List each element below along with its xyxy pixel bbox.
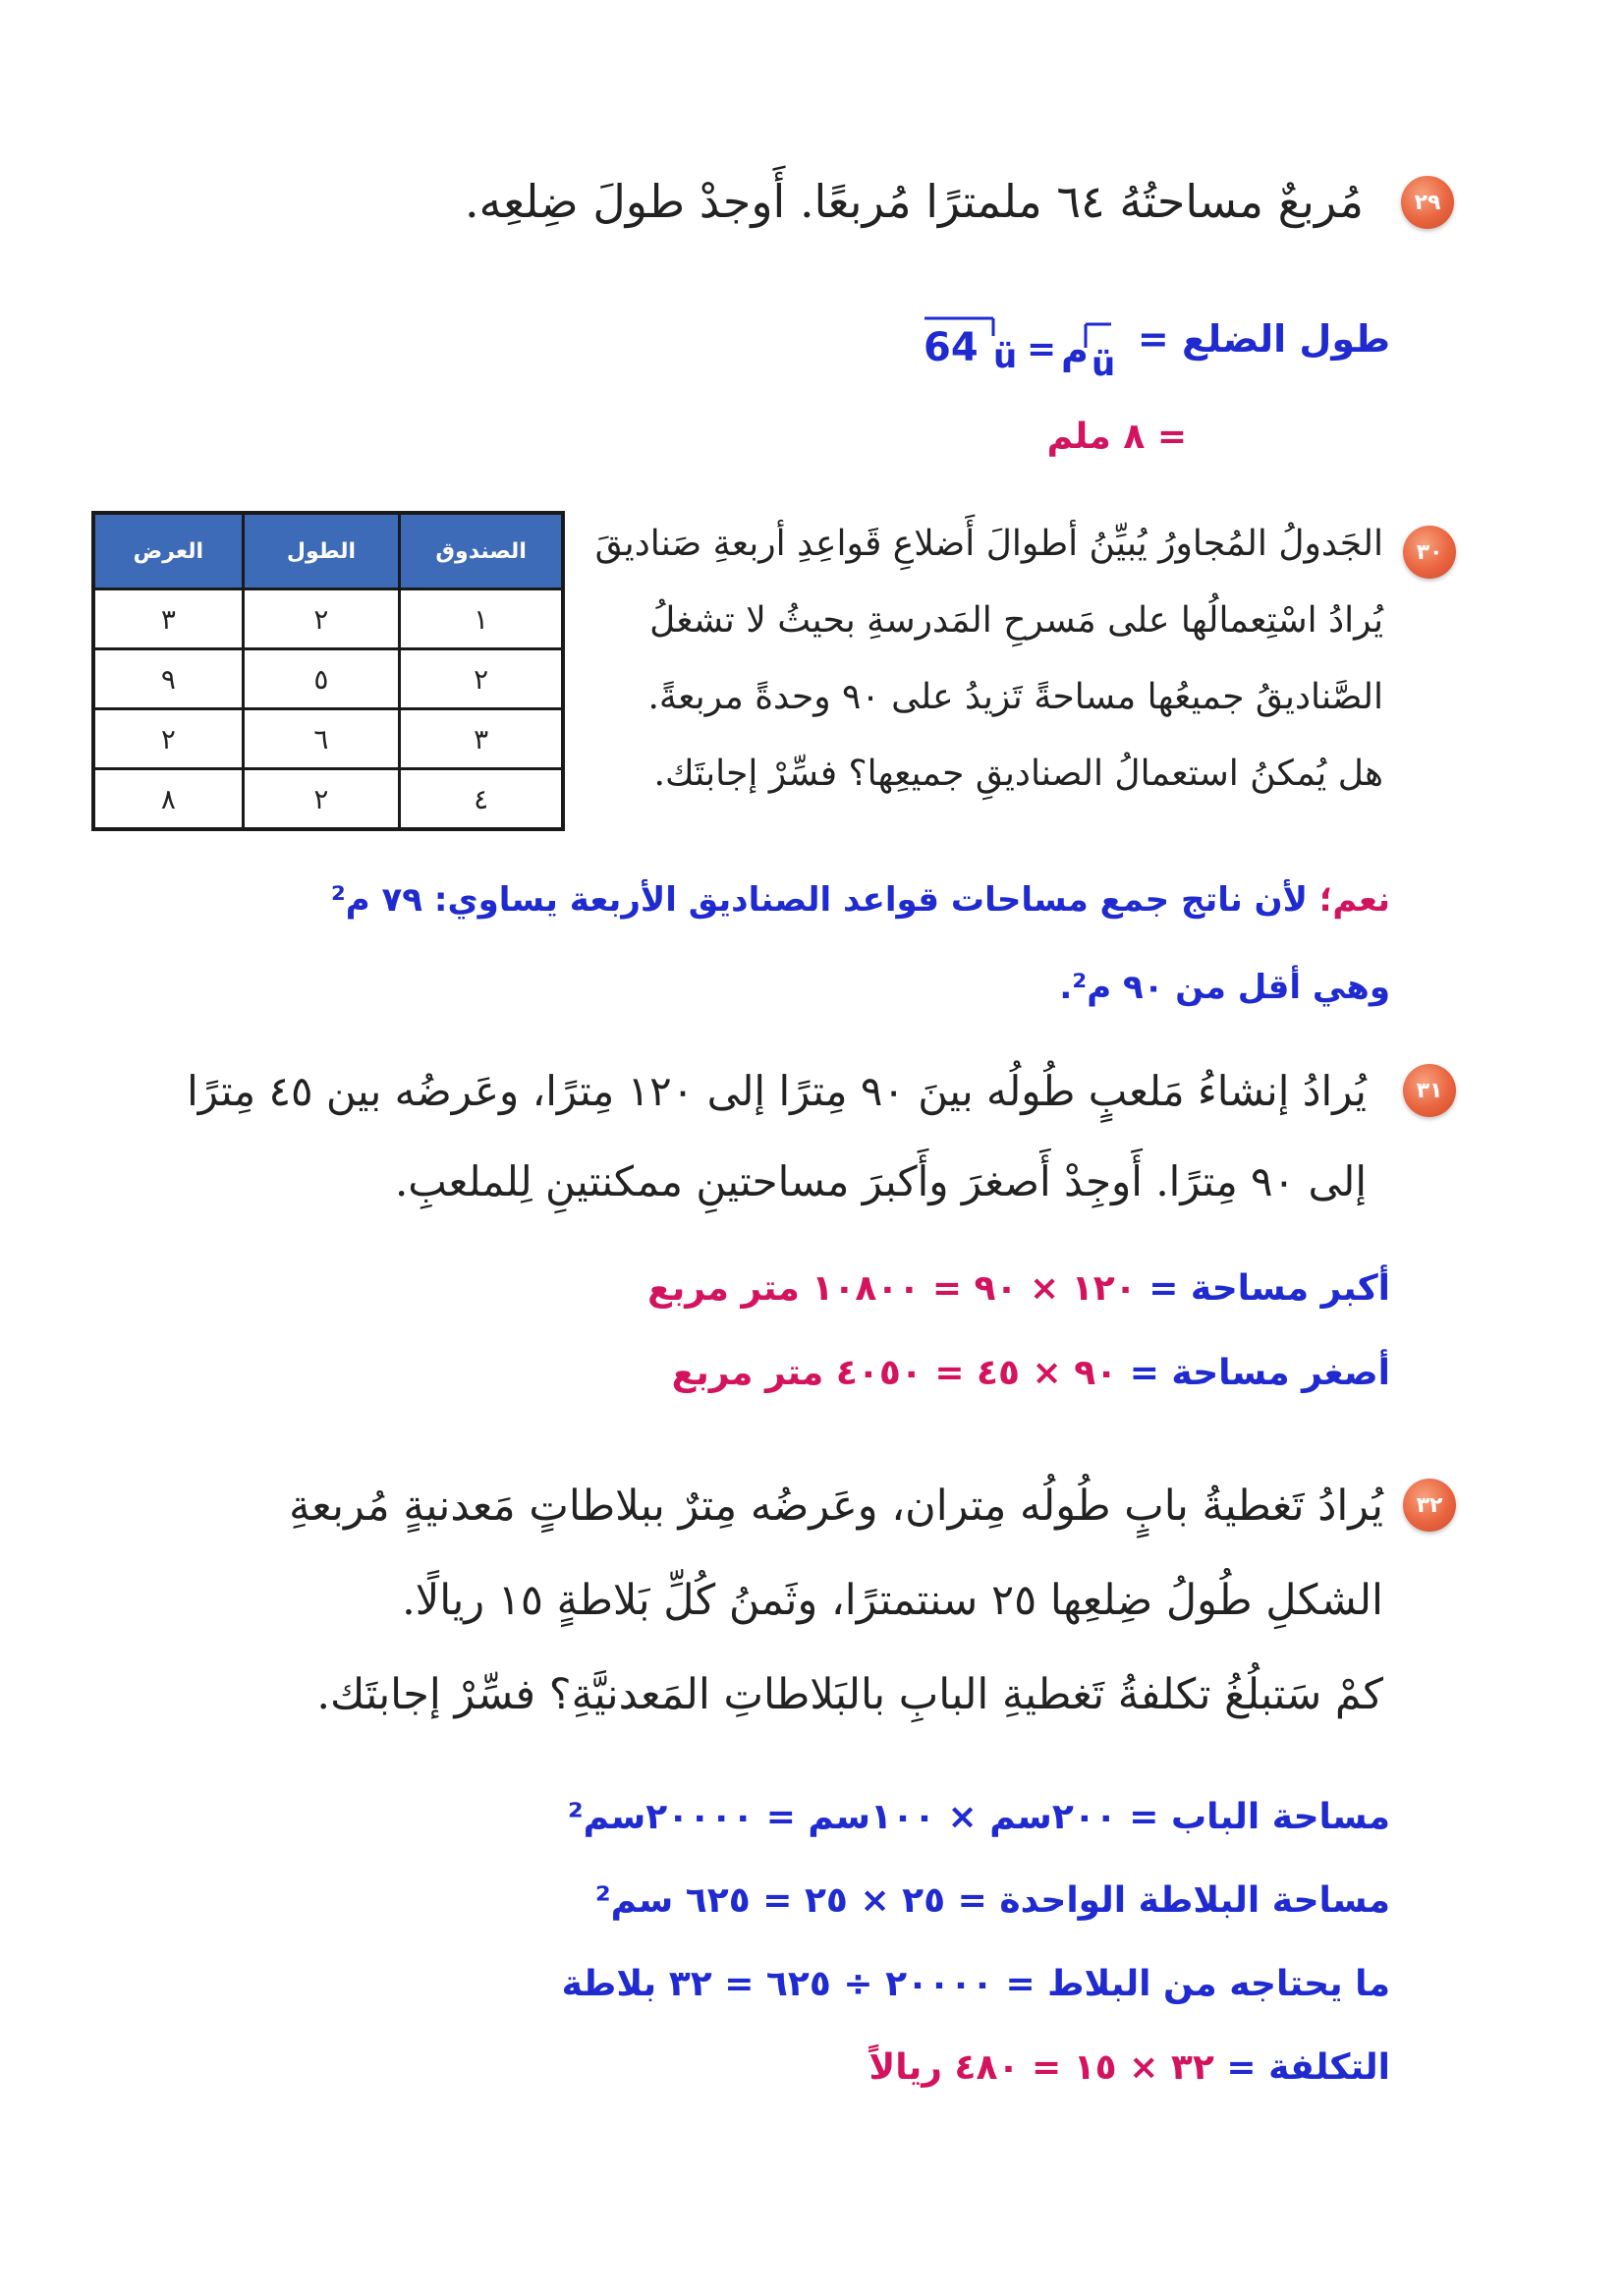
min-area-calc: ٩٠ × ٤٥ = ٤٠٥٠ متر مربع [671, 1353, 1118, 1393]
table-cell: ٢ [400, 649, 563, 709]
table-header-row [93, 513, 563, 589]
header-box: الصندوق [400, 513, 563, 589]
question-line: الصَّناديقُ جميعُها مساحةً تَزيدُ على ٩٠ وحدةً مربعةً. [647, 677, 1383, 717]
table-row [93, 649, 563, 709]
radical-sign-2: ü [1092, 345, 1116, 384]
q32-tile-area: مساحة البلاطة الواحدة = ٢٥ × ٢٥ = ٦٢٥ سم² [594, 1880, 1390, 1921]
question-line: كمْ سَتبلُغُ تكلفةُ تَغطيةِ البابِ بالبَلاطاتِ المَعدنيَّةِ؟ فسِّرْ إجابتَك. [316, 1670, 1383, 1719]
answer-reason: لأن ناتج جمع مساحات قواعد الصناديق الأربعة يساوي: ٧٩ م² [330, 880, 1308, 920]
table-cell: ٢ [93, 709, 243, 769]
equals-sign: = [1027, 329, 1057, 369]
q32-cost [868, 2039, 1390, 2098]
question-line: مُربعٌ مساحتُهُ ٦٤ ملمترًا مُربعًا. أَوجدْ طولَ ضِلعِه. [464, 175, 1364, 228]
question-line: يُرادُ إنشاءُ مَلعبٍ طُولُه بينَ ٩٠ مِترًا إلى ١٢٠ مِترًا، وعَرضُه بين ٤٥ مِترًا [187, 1067, 1367, 1115]
table-cell: ٢ [243, 769, 400, 830]
question-number: ٣٢ [1416, 1492, 1443, 1518]
q30-answer-line-1 [331, 870, 1390, 929]
table-row [93, 589, 563, 649]
radicand-64: 64 [924, 325, 979, 370]
radicand-m: م [1061, 329, 1089, 372]
header-length: الطول [243, 513, 400, 589]
table-cell: ٨ [93, 769, 243, 830]
question-line: الجَدولُ المُجاورُ يُبيِّنُ أطوالَ أَضلاعِ قَواعِدِ أربعةِ صَناديقَ [594, 524, 1383, 564]
question-line: هل يُمكنُ استعمالُ الصناديقِ جميعِها؟ فسِّرْ إجابتَك. [653, 754, 1383, 794]
question-line: يُرادُ تَغطيةُ بابٍ طُولُه مِتران، وعَرضُه مِترٌ ببلاطاتٍ مَعدنيةٍ مُربعةِ [289, 1482, 1383, 1531]
table-cell: ٥ [243, 649, 400, 709]
question-number: ٣١ [1416, 1078, 1443, 1103]
q32-tiles-needed: ما يحتاجه من البلاط = ٢٠٠٠٠ ÷ ٦٢٥ = ٣٢ بلاطة [561, 1964, 1390, 2004]
table-cell: ٣ [400, 709, 563, 769]
cost-calc: ٣٢ × ١٥ = ٤٨٠ ريالاً [868, 2047, 1214, 2088]
question-29-badge [1401, 176, 1454, 229]
table-row [93, 769, 563, 830]
q29-answer-result: = ٨ ملم [1046, 417, 1187, 457]
question-line: الشكلِ طُولُ ضِلعِها ٢٥ سنتمترًا، وثَمنُ كُلِّ بَلاطةٍ ١٥ ريالًا. [402, 1576, 1383, 1625]
q30-answer-line-2: وهي أقل من ٩٠ م². [1059, 968, 1390, 1007]
table-cell: ٩ [93, 649, 243, 709]
question-number: ٢٩ [1414, 190, 1441, 215]
answer-yes: نعم؛ [1318, 880, 1390, 920]
q31-min-area [672, 1344, 1390, 1403]
question-32-badge [1403, 1479, 1456, 1532]
question-line: إلى ٩٠ مِترًا. أَوجِدْ أَصغرَ وأَكبرَ مساحتينِ ممكنتينِ لِلملعبِ. [394, 1157, 1367, 1205]
max-area-calc: ١٢٠ × ٩٠ = ١٠٨٠٠ متر مربع [647, 1268, 1137, 1309]
table-cell: ٢ [243, 589, 400, 649]
q32-door-area: مساحة الباب = ٢٠٠سم × ١٠٠سم = ٢٠٠٠٠سم² [567, 1797, 1390, 1837]
question-31-badge [1403, 1064, 1456, 1117]
table-cell: ٤ [400, 769, 563, 830]
boxes-dimensions-table [91, 511, 565, 831]
radical-sign-1: ü [993, 337, 1018, 376]
question-number: ٣٠ [1416, 539, 1443, 565]
question-32-text [289, 1459, 1383, 1742]
table-cell: ٦ [243, 709, 400, 769]
question-31-text [187, 1046, 1367, 1227]
table-row [93, 709, 563, 769]
q29-answer-label: طول الضلع = [1137, 317, 1390, 361]
header-width: العرض [93, 513, 243, 589]
question-line: يُرادُ اسْتِعمالُها على مَسرحِ المَدرسةِ بحيثُ لا تشغلُ [649, 600, 1383, 641]
question-29-text [465, 157, 1364, 246]
question-30-text [595, 506, 1383, 812]
max-area-label: أكبر مساحة = [1148, 1268, 1390, 1309]
q29-sqrt-expression [919, 307, 1154, 385]
q31-max-area [647, 1259, 1390, 1318]
table-cell: ١ [400, 589, 563, 649]
question-30-badge [1403, 526, 1456, 579]
min-area-label: أصغر مساحة = [1129, 1353, 1390, 1393]
table-cell: ٣ [93, 589, 243, 649]
cost-label: التكلفة = [1226, 2047, 1390, 2088]
